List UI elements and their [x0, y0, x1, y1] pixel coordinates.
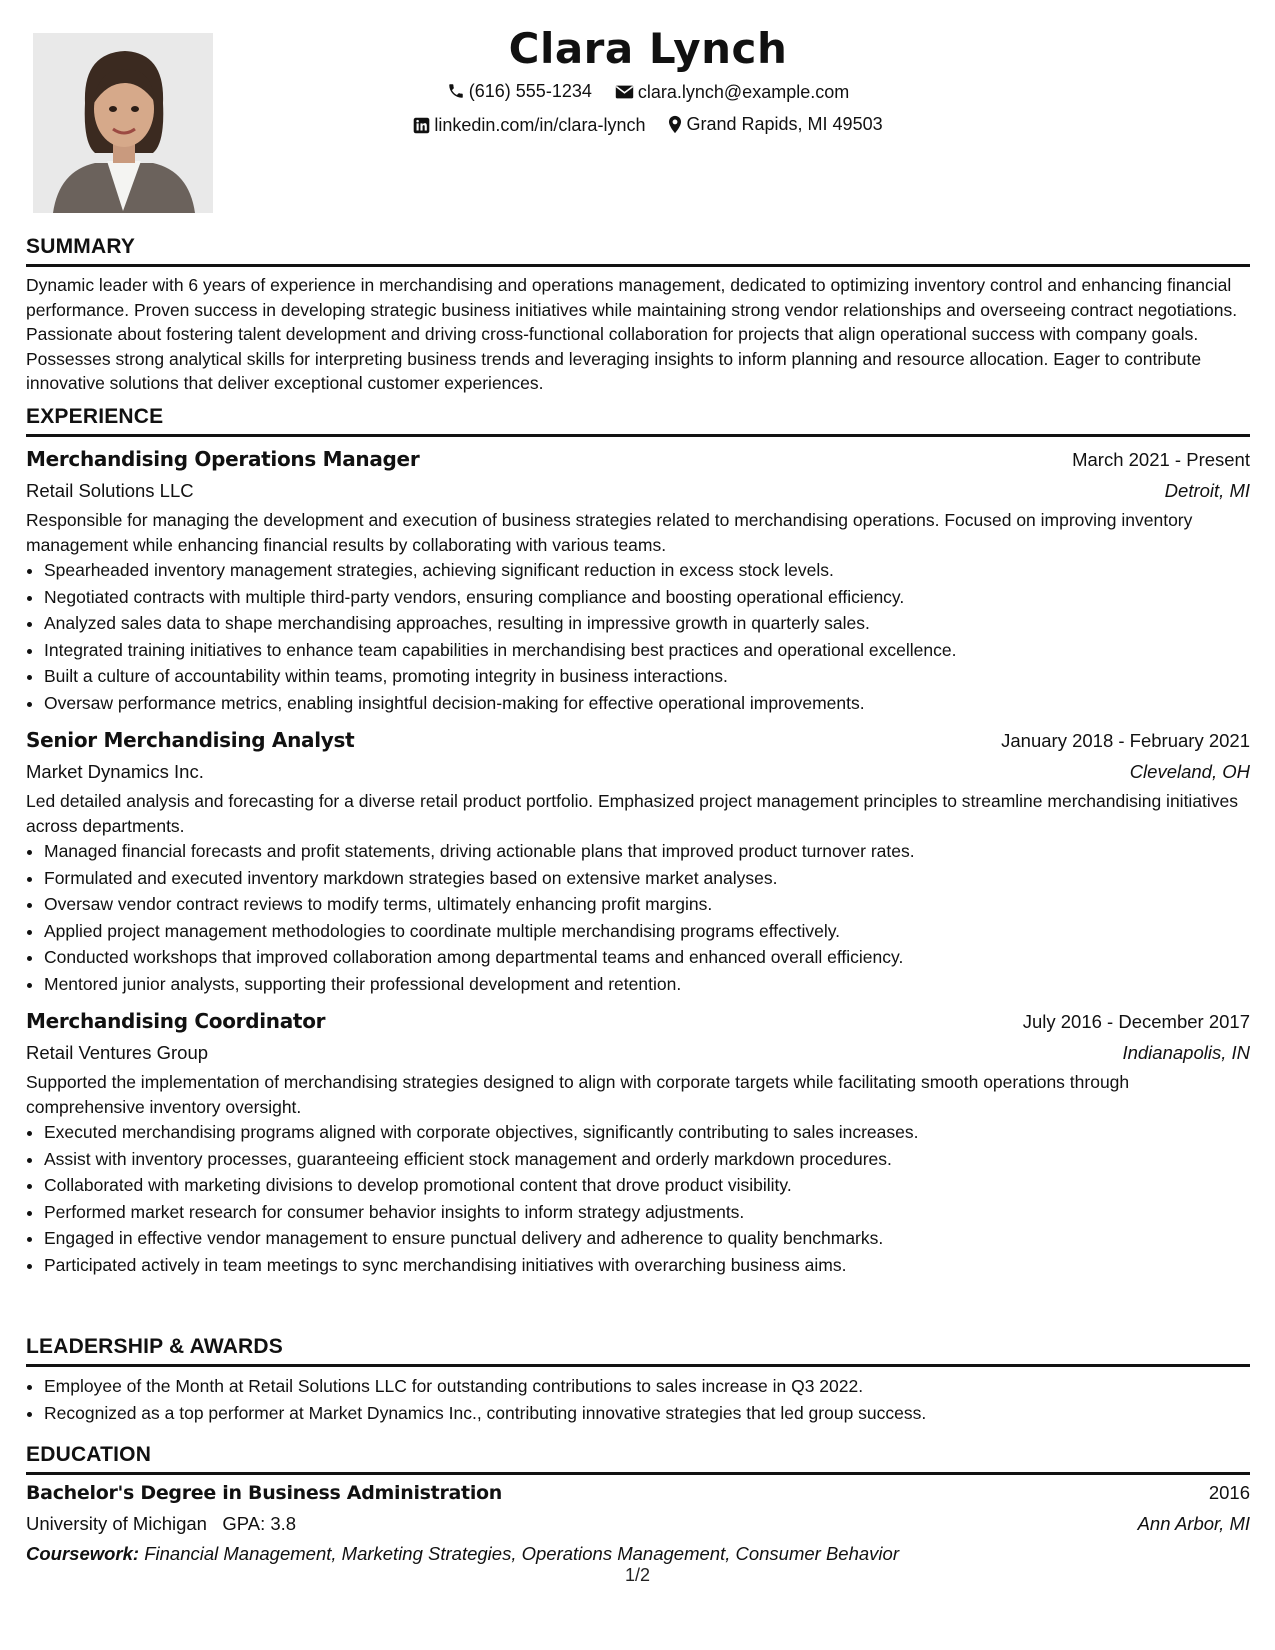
list-item: • Engaged in effective vendor management to ensure punctual delivery and adherence to quality benchmarks. — [44, 1225, 1250, 1252]
job-description: Supported the implementation of merchandising strategies designed to align with corporate targets while facilitating smooth operations through comprehensive inventory oversight. — [26, 1072, 1130, 1117]
school-line — [26, 1509, 296, 1539]
education-section — [26, 1440, 1250, 1569]
list-item: • Assist with inventory processes, guaranteeing efficient stock management and orderly markdown procedures. — [44, 1146, 1250, 1173]
section-title-summary: SUMMARY — [26, 232, 1250, 267]
awards-section — [26, 1332, 1250, 1426]
job-title: Merchandising Operations Manager — [26, 447, 420, 471]
candidate-name: Clara Lynch — [508, 24, 788, 73]
list-item: • Performed market research for consumer behavior insights to inform strategy adjustments. — [44, 1199, 1250, 1226]
experience-section — [26, 402, 1250, 1278]
summary-section — [26, 232, 1250, 396]
job-dates: March 2021 - Present — [1072, 449, 1250, 470]
linkedin-text: linkedin.com/in/clara-lynch — [434, 115, 646, 135]
job-company: Market Dynamics Inc. — [26, 761, 204, 782]
section-title-experience: EXPERIENCE — [26, 402, 1250, 437]
list-item: • Oversaw vendor contract reviews to modify terms, ultimately enhancing profit margins. — [44, 891, 1250, 918]
job-company: Retail Ventures Group — [26, 1042, 209, 1063]
list-item: • Applied project management methodologies to coordinate multiple merchandising programs effectively. — [44, 918, 1250, 945]
school-location: Ann Arbor, MI — [1137, 1513, 1250, 1534]
job-location: Indianapolis, IN — [1122, 1042, 1250, 1063]
job-company: Retail Solutions LLC — [26, 480, 194, 501]
graduation-year: 2016 — [1208, 1482, 1250, 1503]
list-item: • Managed financial forecasts and profit statements, driving actionable plans that improved product turnover rates. — [44, 838, 1250, 865]
list-item: • Negotiated contracts with multiple third-party vendors, ensuring compliance and boosting operational efficiency. — [44, 584, 1250, 611]
contact-linkedin[interactable] — [413, 110, 645, 140]
location-text: Grand Rapids, MI 49503 — [686, 114, 883, 134]
summary-text: Dynamic leader with 6 years of experience in merchandising and operations management, dedicated to optimizing inventory control and enhancing financial performance. Proven success in developing strategic business initiatives while maintaining strong vendor relationships and overseeing contract negotiations. Passionate about fostering talent development and driving cross-functional collaboration for projects that align operational success with company goals. Possesses strong analytical skills for interpreting business trends and leveraging insights to inform planning and resource allocation. Eager to contribute innovative solutions that deliver exceptional customer experiences. — [26, 275, 1238, 393]
contact-phone[interactable] — [447, 76, 592, 106]
portrait-image — [33, 33, 213, 213]
list-item: • Integrated training initiatives to enhance team capabilities in merchandising best practices and operational excellence. — [44, 637, 1250, 664]
job-description: Led detailed analysis and forecasting for a diverse retail product portfolio. Emphasized project management principles to streamline merchandising initiatives across departments. — [26, 791, 1239, 836]
coursework-label: Coursework: — [26, 1543, 140, 1564]
list-item: • Conducted workshops that improved collaboration among departmental teams and enhanced overall efficiency. — [44, 944, 1250, 971]
linkedin-icon — [413, 117, 430, 134]
job-location: Cleveland, OH — [1129, 761, 1250, 782]
list-item: • Executed merchandising programs aligned with corporate objectives, significantly contributing to sales increases. — [44, 1119, 1250, 1146]
section-title-education: EDUCATION — [26, 1440, 1250, 1475]
list-item: • Collaborated with marketing divisions to develop promotional content that drove product visibility. — [44, 1172, 1250, 1199]
contact-email[interactable] — [615, 77, 849, 107]
coursework-list: Financial Management, Marketing Strategies, Operations Management, Consumer Behavior — [144, 1543, 899, 1564]
list-item: • Recognized as a top performer at Market Dynamics Inc., contributing innovative strategies that led group success. — [44, 1400, 1250, 1427]
degree-title: Bachelor's Degree in Business Administration — [26, 1482, 503, 1504]
school-name: University of Michigan — [26, 1513, 207, 1534]
map-pin-icon — [668, 115, 682, 134]
list-item: • Formulated and executed inventory markdown strategies based on extensive market analyses. — [44, 865, 1250, 892]
job-bullets — [26, 1119, 1250, 1278]
list-item: • Built a culture of accountability within teams, promoting integrity in business interactions. — [44, 663, 1250, 690]
job-description: Responsible for managing the development and execution of business strategies related to merchandising operations. Focused on improving inventory management while enhancing financial results by collaborating with various teams. — [26, 510, 1193, 555]
job-dates: July 2016 - December 2017 — [1022, 1011, 1250, 1032]
job-location: Detroit, MI — [1164, 480, 1250, 501]
job-title: Merchandising Coordinator — [26, 1009, 326, 1033]
awards-bullets — [26, 1373, 1250, 1426]
list-item: • Analyzed sales data to shape merchandising approaches, resulting in impressive growth in quarterly sales. — [44, 610, 1250, 637]
contact-row-1 — [213, 76, 1083, 109]
list-item: • Mentored junior analysts, supporting their professional development and retention. — [44, 971, 1250, 998]
phone-icon — [447, 82, 465, 100]
gpa: GPA: 3.8 — [222, 1513, 297, 1534]
contact-row-2 — [213, 109, 1083, 143]
job-bullets — [26, 557, 1250, 716]
resume-header — [213, 22, 1083, 143]
section-title-awards: LEADERSHIP & AWARDS — [26, 1332, 1250, 1367]
list-item: • Spearheaded inventory management strategies, achieving significant reduction in excess stock levels. — [44, 557, 1250, 584]
list-item: • Employee of the Month at Retail Solutions LLC for outstanding contributions to sales increase in Q3 2022. — [44, 1373, 1250, 1400]
job-bullets — [26, 838, 1250, 997]
contact-location — [668, 109, 882, 139]
job-title: Senior Merchandising Analyst — [26, 728, 355, 752]
list-item: • Oversaw performance metrics, enabling insightful decision-making for effective operational improvements. — [44, 690, 1250, 717]
list-item: • Participated actively in team meetings to sync merchandising initiatives with overarching business aims. — [44, 1252, 1250, 1279]
profile-photo — [33, 33, 213, 213]
email-text: clara.lynch@example.com — [637, 82, 850, 102]
page-number: 1/2 — [624, 1565, 651, 1585]
job-dates: January 2018 - February 2021 — [1001, 730, 1250, 751]
job-entry — [26, 443, 1250, 716]
job-entry — [26, 1005, 1250, 1278]
job-entry — [26, 724, 1250, 997]
phone-text: (616) 555-1234 — [468, 81, 592, 101]
envelope-icon — [615, 84, 634, 100]
